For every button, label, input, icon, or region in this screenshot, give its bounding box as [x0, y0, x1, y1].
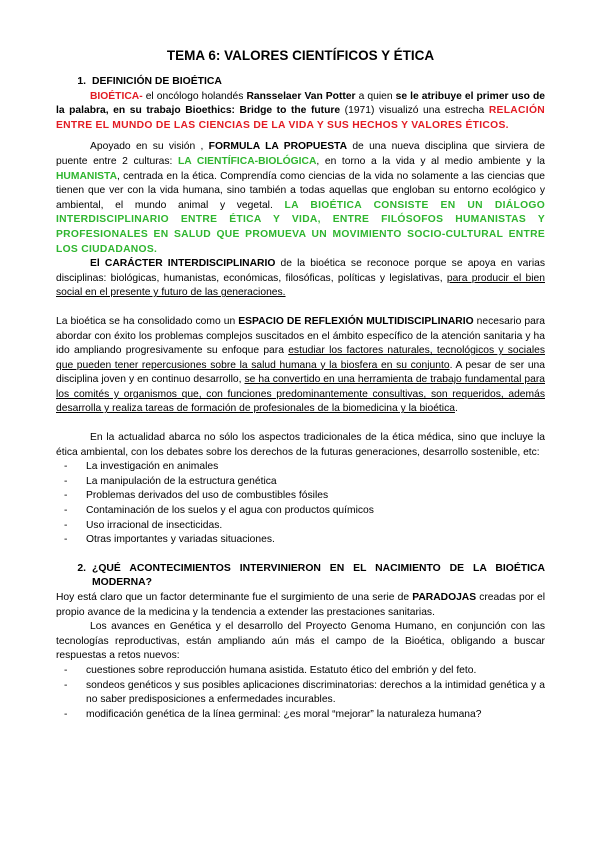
section-2-heading	[56, 562, 545, 591]
document-page	[56, 47, 545, 722]
text-run: de una nueva disciplina que sirviera de puente entre 2 culturas:	[56, 141, 545, 167]
highlight-green: LA CIENTÍFICA-BIOLÓGICA	[177, 155, 317, 167]
text-run: (1971) visualizó una estrecha	[340, 105, 489, 117]
section-title: DEFINICIÓN DE BIOÉTICA	[92, 76, 222, 87]
text-run: necesario para abordar con éxito los problemas complejos suscitados en el ámbito específico de la atención sanitaria y ha ido ampliando progresivamente su enfoque para	[56, 315, 545, 357]
text-run: Hoy está claro que un factor determinante fue el surgimiento de una serie de	[56, 592, 413, 603]
highlight-green: HUMANISTA	[56, 170, 118, 182]
text-run: creadas por el propio avance de la medicina y la tendencia a extender las prestaciones sanitarias.	[56, 592, 545, 618]
highlight-red: RELACIÓN ENTRE EL MUNDO DE LAS CIENCIAS DE LA VIDA Y SUS HECHOS Y VALORES ÉTICOS.	[56, 105, 545, 131]
text-run-underline: se ha convertido en una herramienta de trabajo fundamental para los comités y organismos que, con funciones predominantemente consultivas, son requeridos, además desarrolla y realiza tareas de formación de profesionales de la biomedicina y la bioética	[56, 374, 545, 415]
highlight-green: LA BIOÉTICA CONSISTE EN UN DIÁLOGO INTERDISCIPLINARIO ENTRE ÉTICA Y VIDA, ENTRE FILÓSOFOS HUMANISTAS Y PROFESIONALES EN SALUD QUE PROMUEVA UN MOVIMIENTO SOCIO-CULTURAL ENTRE LOS CIUDADANOS.	[56, 199, 546, 255]
list-item: - Problemas derivados del uso de combustibles fósiles	[56, 489, 545, 504]
paragraph	[56, 140, 545, 257]
paragraph: En la actualidad abarca no sólo los aspectos tradicionales de la ética médica, sino que incluye la ética ambiental, con los debates sobre los derechos de la futuras generaciones, desarrollo sostenible, etc:	[56, 432, 545, 458]
paragraph	[56, 591, 545, 620]
paragraph: Los avances en Genética y el desarrollo del Proyecto Genoma Humano, en conjunción con las tecnologías reproductivas, están ampliando aún más el campo de la Bioética, obligando a buscar respuestas a retos nuevos:	[56, 621, 545, 662]
text-run: La bioética se ha consolidado como un	[56, 315, 239, 327]
text-run-bold: FORMULA LA PROPUESTA	[208, 141, 348, 153]
bullet-list	[56, 664, 545, 722]
list-item: - sondeos genéticos y sus posibles aplicaciones discriminatorias: derechos a la intimidad genética y a no saber predisposiciones a enfermedades incurables.	[56, 679, 545, 708]
list-item: - Contaminación de los suelos y el agua con productos químicos	[56, 504, 545, 519]
section-number: 1.	[77, 76, 86, 87]
text-run: . A pesar de ser una disciplina joven y en continuo desarrollo,	[56, 359, 546, 386]
text-run-underline: para producir el bien social en el presente y futuro de las generaciones.	[56, 272, 545, 299]
text-run-bold: se le atribuye el primer uso de la palabra, en su trabajo Bioethics: Bridge to the future	[56, 90, 545, 117]
section-1-heading	[56, 75, 545, 90]
section-title: ¿QUÉ ACONTECIMIENTOS INTERVINIERON EN EL NACIMIENTO DE LA BIOÉTICA MODERNA?	[92, 562, 545, 589]
text-run: , en torno a la vida y al medio ambiente y la	[316, 155, 545, 167]
list-item: - La investigación en animales	[56, 460, 545, 475]
text-run-bold: ESPACIO DE REFLEXIÓN MULTIDISCIPLINARIO	[238, 315, 474, 327]
list-item: - Uso irracional de insecticidas.	[56, 519, 545, 534]
text-run-bold: El CARÁCTER INTERDISCIPLINARIO	[90, 258, 276, 270]
text-run: .	[454, 403, 458, 415]
list-item: - Otras importantes y variadas situaciones.	[56, 533, 545, 548]
text-run: de la bioética se reconoce porque se apoya en varias disciplinas: biológicas, humanistas, económicas, filosóficas, políticas y legislativas,	[56, 258, 545, 284]
text-run: Apoyado en su visión ,	[90, 141, 209, 153]
text-run: , centrada en la ética. Comprendía como ciencias de la vida no solamente a las ciencias que tienen que ver con la vida humana, sino también a todas aquellas que engloban su entorno ecológico y ambiental, el mundo animal y vegetal.	[56, 170, 545, 211]
text-run: a quien	[355, 90, 396, 102]
list-item: - La manipulación de la estructura genética	[56, 475, 545, 490]
text-run-bold: Ransselaer Van Potter	[246, 90, 356, 102]
paragraph	[56, 257, 545, 301]
list-item: - cuestiones sobre reproducción humana asistida. Estatuto ético del embrión y del feto.	[56, 664, 545, 679]
paragraph	[56, 315, 545, 417]
paragraph	[56, 90, 545, 134]
document-title: TEMA 6: VALORES CIENTÍFICOS Y ÉTICA	[166, 48, 435, 63]
term-bioetica: BIOÉTICA-	[90, 90, 143, 102]
text-run-underline: estudiar los factores naturales, tecnológicos y sociales que pueden tener repercusiones sobre la salud humana y la biosfera en su conjunto	[56, 345, 545, 371]
text-run: el oncólogo holandés	[142, 90, 247, 102]
list-item: - modificación genética de la línea germinal: ¿es moral “mejorar” la naturaleza humana?	[56, 708, 545, 723]
bullet-list	[56, 460, 545, 548]
text-run-bold: PARADOJAS	[412, 592, 477, 603]
section-number: 2.	[77, 562, 86, 574]
